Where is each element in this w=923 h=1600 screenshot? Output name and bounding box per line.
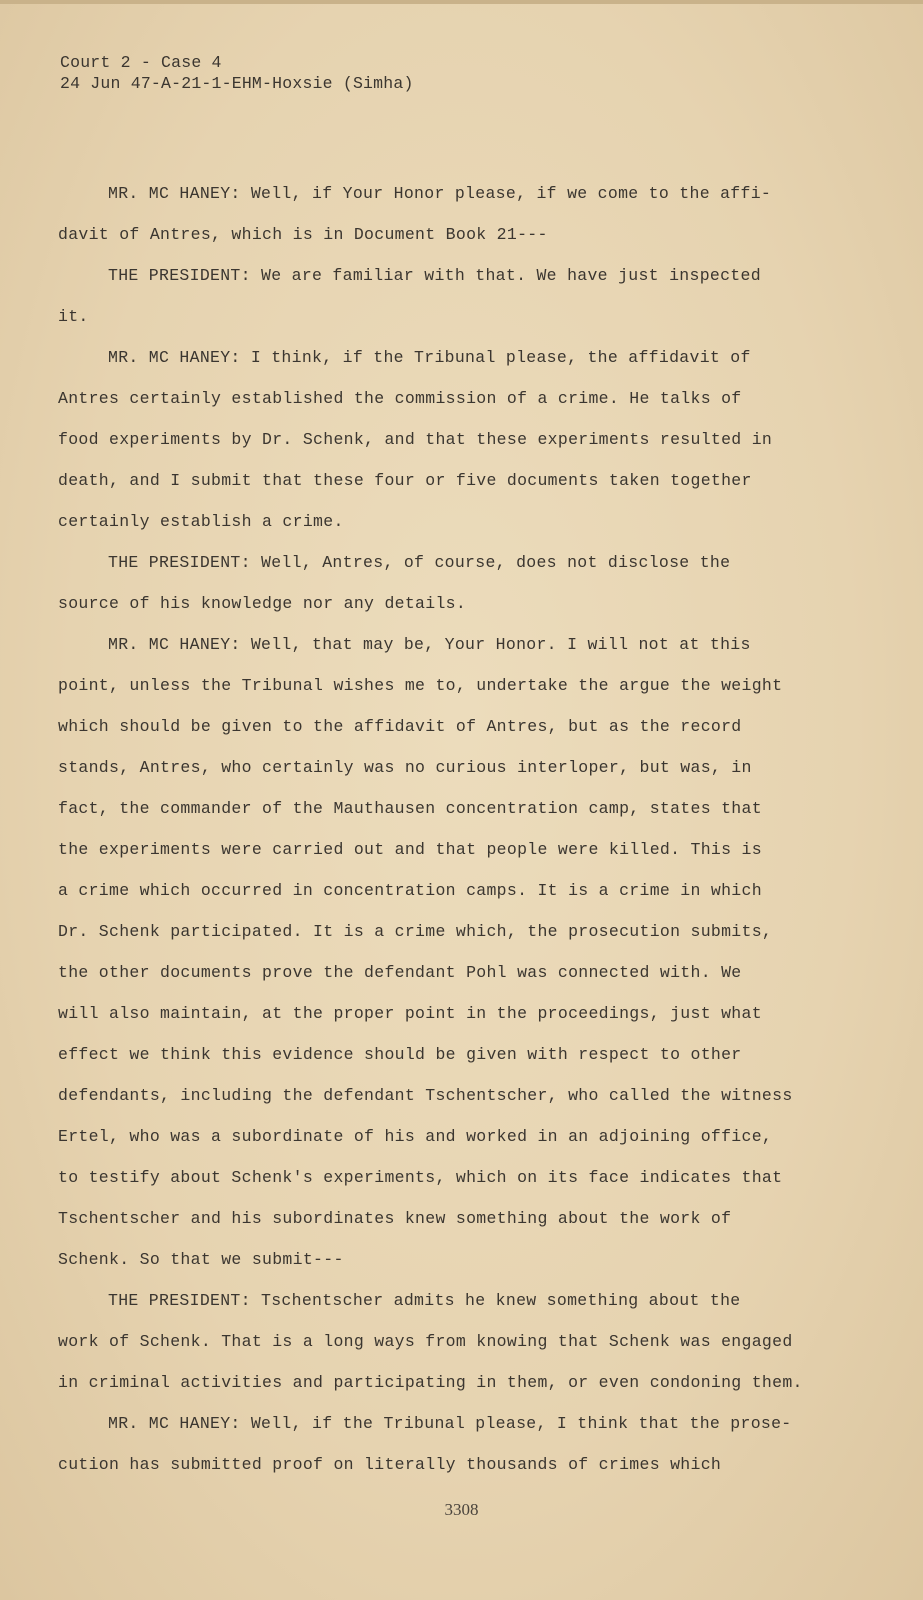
transcript-line: the other documents prove the defendant Pohl was connected with. We: [58, 963, 742, 982]
transcript-line: certainly establish a crime.: [58, 512, 344, 531]
transcript-line: a crime which occurred in concentration camps. It is a crime in which: [58, 881, 762, 900]
transcript-line: which should be given to the affidavit of Antres, but as the record: [58, 717, 742, 736]
transcript-line: point, unless the Tribunal wishes me to, undertake the argue the weight: [58, 676, 783, 695]
transcript-line: will also maintain, at the proper point in the proceedings, just what: [58, 1004, 762, 1023]
page-top-edge: [0, 0, 923, 4]
document-header: [60, 52, 414, 94]
transcript-line: Dr. Schenk participated. It is a crime which, the prosecution submits,: [58, 922, 773, 941]
transcript-line: the experiments were carried out and that people were killed. This is: [58, 840, 762, 859]
transcript-line: Antres certainly established the commission of a crime. He talks of: [58, 389, 742, 408]
transcript-line: source of his knowledge nor any details.: [58, 594, 467, 613]
header-date-reference: 24 Jun 47-A-21-1-EHM-Hoxsie (Simha): [60, 74, 414, 93]
transcript-line: food experiments by Dr. Schenk, and that these experiments resulted in: [58, 430, 773, 449]
transcript-line: MR. MC HANEY: I think, if the Tribunal please, the affidavit of: [108, 348, 751, 367]
transcript-line: stands, Antres, who certainly was no curious interloper, but was, in: [58, 758, 752, 777]
transcript-line: Schenk. So that we submit---: [58, 1250, 344, 1269]
transcript-line: MR. MC HANEY: Well, if Your Honor please, if we come to the affi-: [108, 184, 772, 203]
transcript-body: [58, 173, 818, 1485]
transcript-line: effect we think this evidence should be given with respect to other: [58, 1045, 742, 1064]
transcript-line: defendants, including the defendant Tschentscher, who called the witness: [58, 1086, 793, 1105]
transcript-line: death, and I submit that these four or five documents taken together: [58, 471, 752, 490]
header-court-case: Court 2 - Case 4: [60, 53, 222, 72]
transcript-line: fact, the commander of the Mauthausen concentration camp, states that: [58, 799, 762, 818]
transcript-line: cution has submitted proof on literally thousands of crimes which: [58, 1455, 722, 1474]
transcript-line: MR. MC HANEY: Well, that may be, Your Honor. I will not at this: [108, 635, 751, 654]
transcript-line: THE PRESIDENT: We are familiar with that. We have just inspected: [108, 266, 761, 285]
transcript-line: Tschentscher and his subordinates knew something about the work of: [58, 1209, 732, 1228]
transcript-line: THE PRESIDENT: Well, Antres, of course, does not disclose the: [108, 553, 731, 572]
transcript-line: it.: [58, 307, 89, 326]
transcript-line: work of Schenk. That is a long ways from knowing that Schenk was engaged: [58, 1332, 793, 1351]
transcript-line: in criminal activities and participating in them, or even condoning them.: [58, 1373, 803, 1392]
transcript-line: davit of Antres, which is in Document Book 21---: [58, 225, 548, 244]
page-number: 3308: [444, 1500, 479, 1519]
transcript-line: Ertel, who was a subordinate of his and worked in an adjoining office,: [58, 1127, 773, 1146]
transcript-line: to testify about Schenk's experiments, which on its face indicates that: [58, 1168, 783, 1187]
transcript-line: THE PRESIDENT: Tschentscher admits he knew something about the: [108, 1291, 741, 1310]
transcript-line: MR. MC HANEY: Well, if the Tribunal please, I think that the prose-: [108, 1414, 792, 1433]
